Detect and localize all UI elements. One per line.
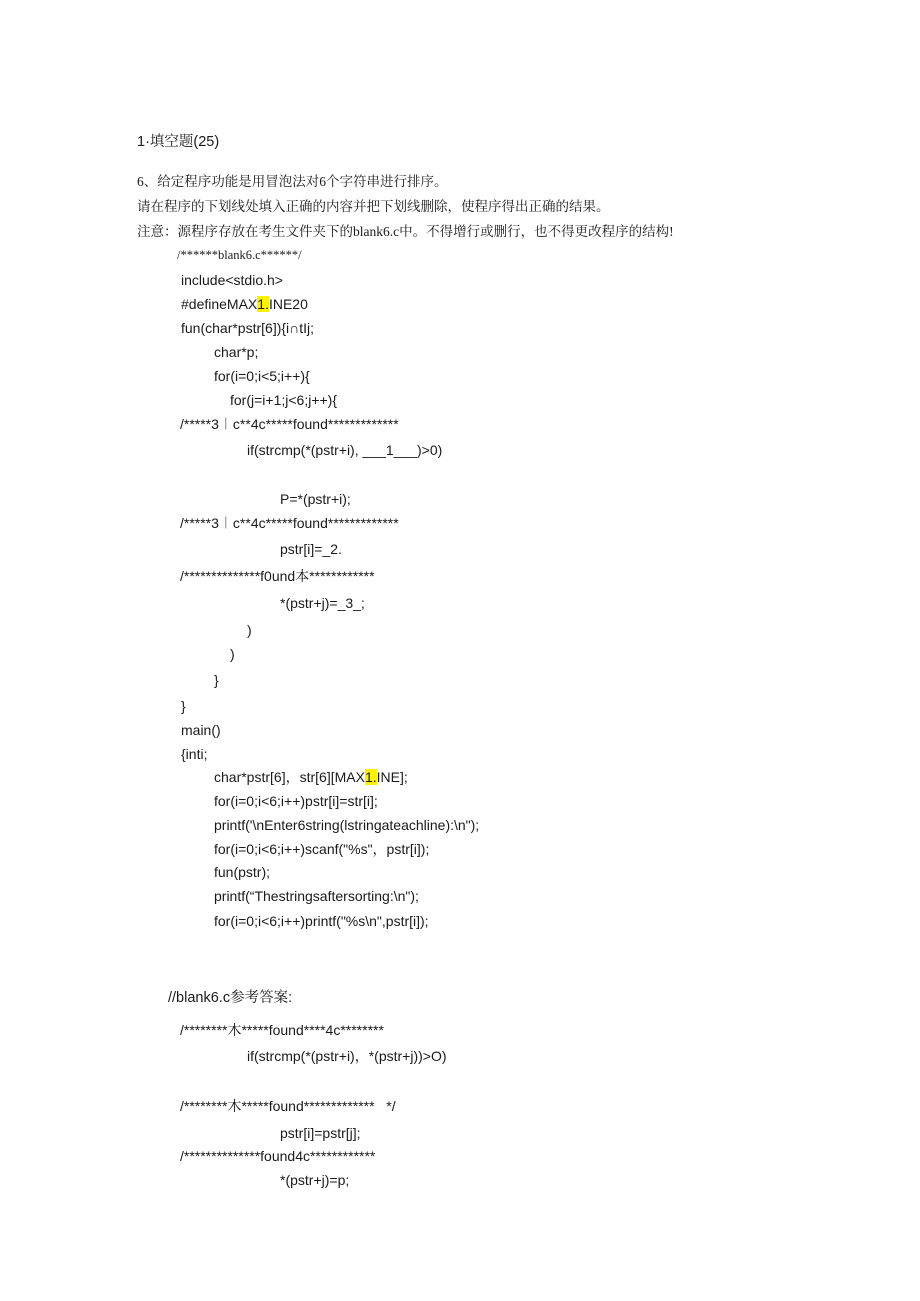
answer-line: if(strcmp(*(pstr+i)，*(pstr+j))>O): [247, 1048, 447, 1064]
code-line: }: [214, 672, 219, 688]
code-line: }: [181, 698, 186, 714]
answer-heading: //blank6.c参考答案:: [168, 990, 293, 1006]
answer-comment: /**************found4c************: [180, 1148, 376, 1164]
code-line: fun(char*pstr[6]){i∩tIj;: [181, 320, 314, 336]
code-line-blank-2: pstr[i]=_2.: [280, 541, 342, 557]
question-note: 注意：源程序存放在考生文件夹下的blank6.c中。不得增行或删行，也不得更改程序的结构!: [137, 224, 674, 239]
code-line: include<stdio.h>: [181, 272, 283, 288]
answer-comment: /********木*****found****4c********: [180, 1022, 384, 1038]
code-line: for(i=0;i<5;i++){: [214, 368, 310, 384]
code-text: INE20: [268, 296, 308, 312]
answer-line: *(pstr+j)=p;: [280, 1172, 350, 1188]
highlight-mark: 1.: [364, 769, 377, 785]
code-text: char*pstr[6]，str[6][MAX: [214, 769, 365, 785]
code-line: {inti;: [181, 746, 208, 762]
question-description: 6、给定程序功能是用冒泡法对6个字符串进行排序。: [137, 174, 448, 189]
code-line: printf(“Thestringsaftersorting:\n");: [214, 888, 419, 904]
code-line-define: [181, 295, 308, 313]
highlight-mark: 1.: [257, 296, 269, 312]
code-line: for(i=0;i<6;i++)printf("%s\n",pstr[i]);: [214, 913, 429, 929]
code-line: /******blank6.c******/: [177, 248, 302, 262]
code-line: main(): [181, 722, 221, 738]
code-line-array: [214, 768, 408, 786]
code-line-blank-1: if(strcmp(*(pstr+i), ___1___)>0): [247, 442, 443, 458]
code-line: for(i=0;i<6;i++)scanf("%s"，pstr[i]);: [214, 841, 430, 857]
code-text: #defineMAX: [181, 296, 258, 312]
code-line: char*p;: [214, 344, 259, 360]
answer-line: pstr[i]=pstr[j];: [280, 1125, 361, 1141]
code-comment: /*****3︱c**4c*****found*************: [180, 416, 399, 432]
code-comment: /**************f0und本************: [180, 568, 375, 584]
code-line-blank-3: *(pstr+j)=_3_;: [280, 595, 365, 611]
question-instruction: 请在程序的下划线处填入正确的内容并把下划线删除，使程序得出正确的结果。: [137, 199, 610, 214]
code-line: for(i=0;i<6;i++)pstr[i]=str[i];: [214, 793, 378, 809]
code-line: ): [247, 622, 252, 638]
section-title: 1·填空题(25): [137, 134, 220, 150]
code-line: P=*(pstr+i);: [280, 491, 351, 507]
code-text: INE];: [376, 769, 408, 785]
code-line: fun(pstr);: [214, 864, 271, 880]
code-line: for(j=i+1;j<6;j++){: [230, 392, 338, 408]
code-line: printf('\nEnter6string(lstringateachline):\n");: [214, 817, 480, 833]
answer-comment: /********木*****found************* */: [180, 1098, 396, 1114]
code-line: ): [230, 646, 235, 662]
code-comment: /*****3︱c**4c*****found*************: [180, 515, 399, 531]
